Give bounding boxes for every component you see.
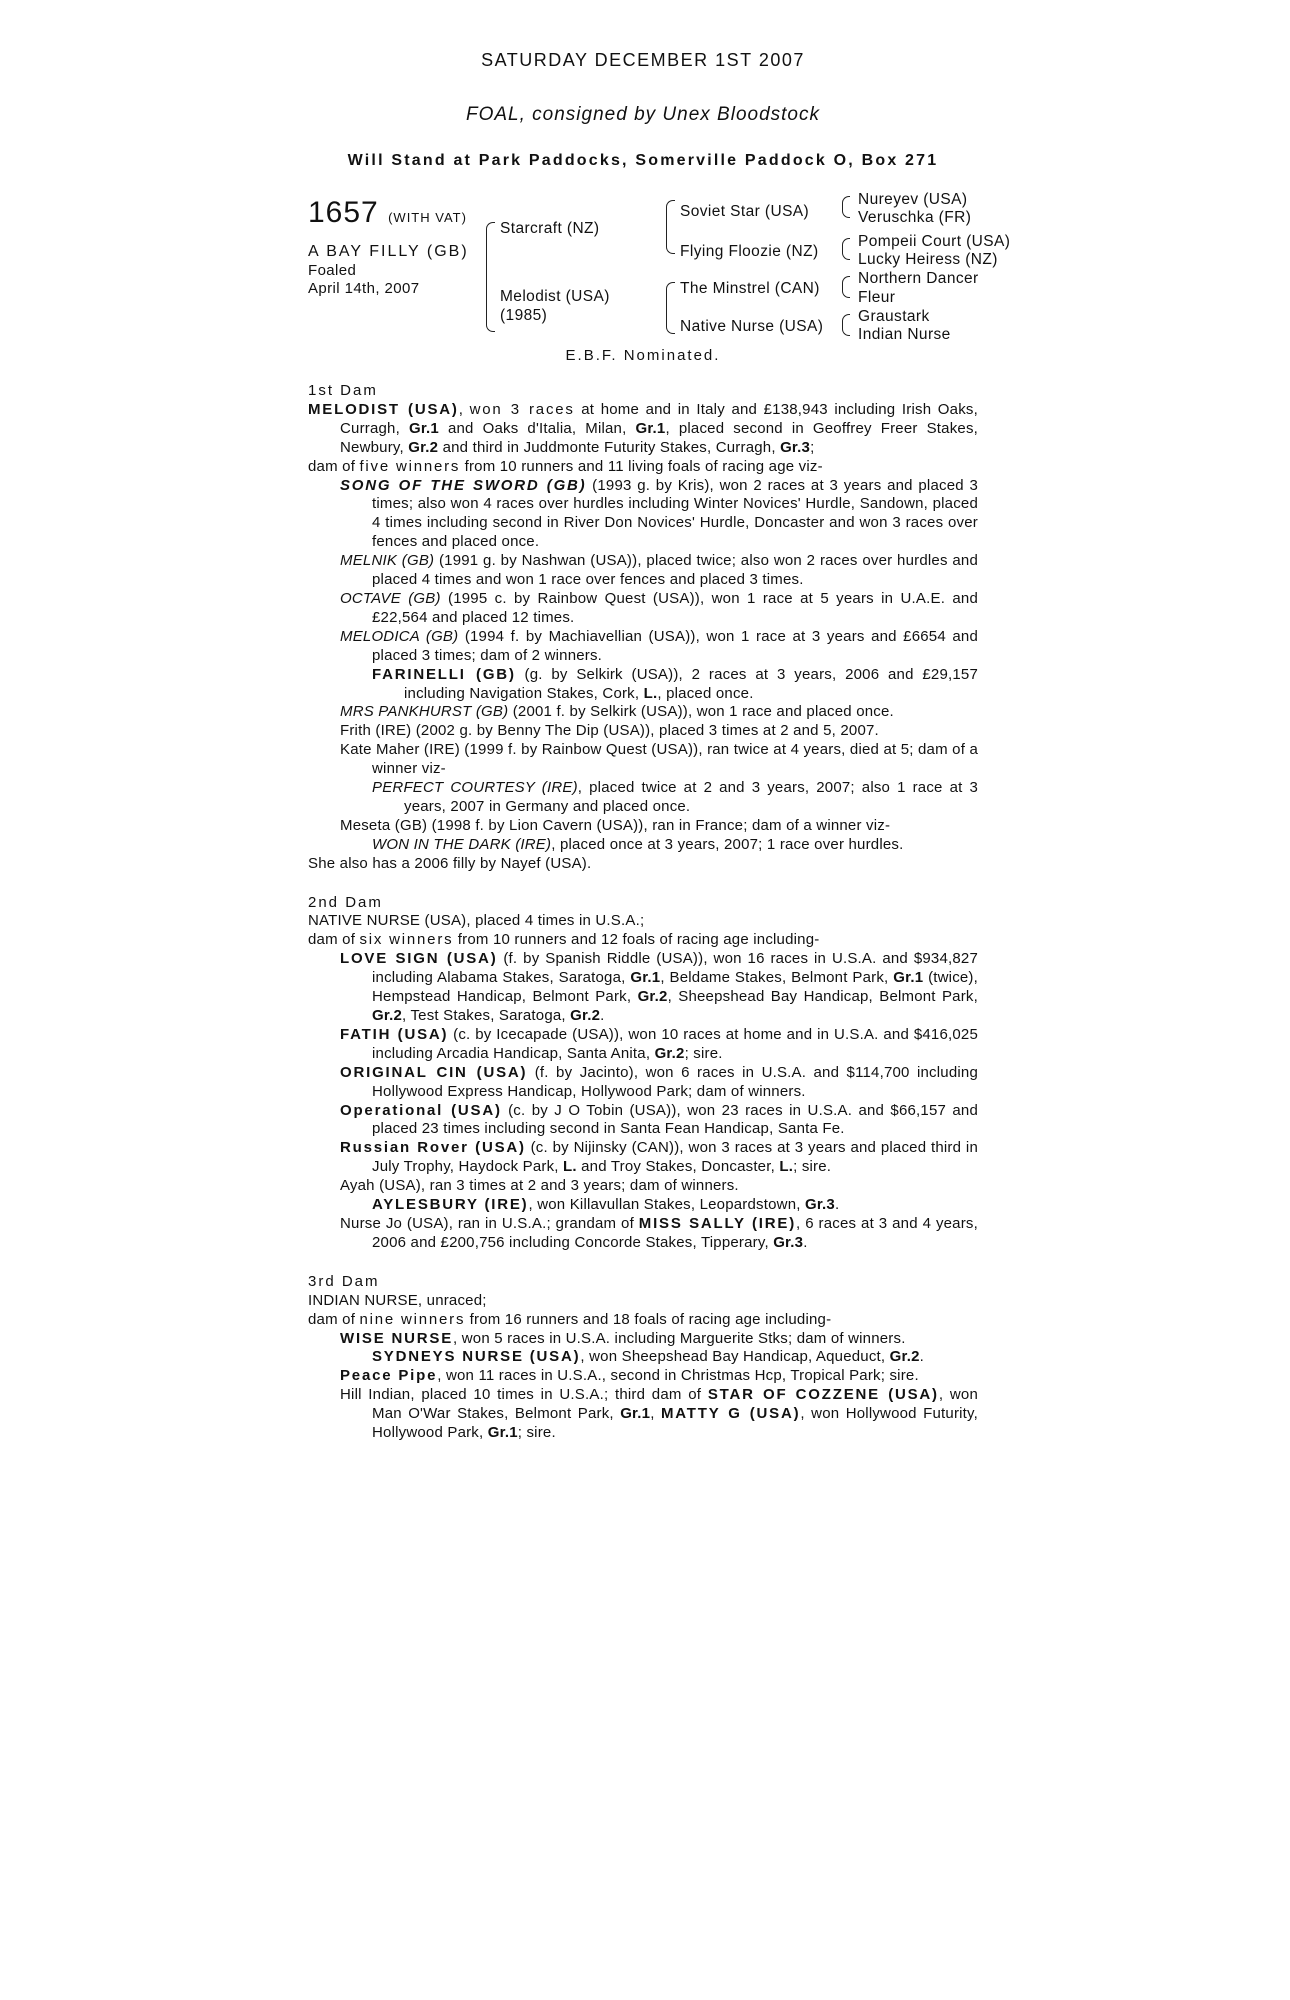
stand-location: Will Stand at Park Paddocks, Somerville Paddock O, Box 271 — [347, 152, 939, 169]
pedigree-g8: Indian Nurse — [858, 326, 951, 343]
produce-mrs-pankhurst: MRS PANKHURST (GB) (2001 f. by Selkirk (USA)), won 1 race and placed once. — [340, 703, 894, 721]
pedigree-g3: Pompeii Court (USA) — [858, 233, 1011, 250]
pedigree-sire: Starcraft (NZ) — [500, 220, 600, 237]
produce-frith: Frith (IRE) (2002 g. by Benny The Dip (USA)), placed 3 times at 2 and 5, 2007. — [340, 722, 879, 740]
produce-original-cin: ORIGINAL CIN (USA) (f. by Jacinto), won 6 races in U.S.A. and $114,700 including Hollywood Express Handicap, Hollywood Park; dam of winners. — [340, 1063, 978, 1100]
pedigree-brace-main — [486, 222, 495, 332]
produce-russian-rover: Russian Rover (USA) (c. by Nijinsky (CAN)), won 3 races at 3 years and placed third in July Trophy, Haydock Park, L. and Troy Stakes, Doncaster, L.; sire. — [340, 1139, 978, 1176]
lot-description: A BAY FILLY (GB) — [308, 243, 469, 260]
sale-date: SATURDAY DECEMBER 1ST 2007 — [481, 50, 805, 70]
produce-peace-pipe: Peace Pipe, won 11 races in U.S.A., second in Christmas Hcp, Tropical Park; sire. — [340, 1367, 919, 1385]
produce-fatih: FATIH (USA) (c. by Icecapade (USA)), won 10 races at home and in U.S.A. and $416,025 including Arcadia Handicap, Santa Anita, Gr.2; sire. — [340, 1025, 978, 1062]
foaled-date: April 14th, 2007 — [308, 280, 420, 297]
produce-aylesbury: AYLESBURY (IRE), won Killavullan Stakes, Leopardstown, Gr.3. — [372, 1196, 840, 1214]
ebf-note: E.B.F. Nominated. — [565, 347, 721, 364]
produce-hill-indian: Hill Indian, placed 10 times in U.S.A.; third dam of STAR OF COZZENE (USA), won Man O'War Stakes, Belmont Park, Gr.1, MATTY G (USA), won Hollywood Futurity, Hollywood Park, Gr.1; sire. — [340, 1386, 978, 1442]
third-dam-heading: 3rd Dam — [308, 1272, 380, 1290]
pedigree-brace-g34 — [842, 238, 850, 260]
second-dam-produce-summary: dam of six winners from 10 runners and 12 foals of racing age including- — [308, 931, 820, 949]
second-dam-record: NATIVE NURSE (USA), placed 4 times in U.S.A.; — [308, 912, 645, 930]
pedigree-dam-dam: Native Nurse (USA) — [680, 318, 824, 335]
lot-number-line — [308, 196, 467, 230]
produce-ayah: Ayah (USA), ran 3 times at 2 and 3 years; dam of winners. — [340, 1177, 739, 1195]
pedigree-sire-sire: Soviet Star (USA) — [680, 203, 810, 220]
consignor-line: FOAL, consigned by Unex Bloodstock — [465, 104, 820, 125]
produce-meseta: Meseta (GB) (1998 f. by Lion Cavern (USA)), ran in France; dam of a winner viz- — [340, 816, 891, 834]
third-dam-record: INDIAN NURSE, unraced; — [308, 1291, 487, 1309]
pedigree-brace-g78 — [842, 314, 850, 336]
pedigree-brace-g12 — [842, 196, 850, 218]
second-dam-heading: 2nd Dam — [308, 893, 383, 911]
third-dam-produce-summary: dam of nine winners from 16 runners and 18 foals of racing age including- — [308, 1310, 832, 1328]
produce-won-in-the-dark: WON IN THE DARK (IRE), placed once at 3 years, 2007; 1 race over hurdles. — [372, 835, 904, 853]
produce-song-of-the-sword: SONG OF THE SWORD (GB) (1993 g. by Kris), won 2 races at 3 years and placed 3 times; also won 4 races over hurdles including Winter Novices' Hurdle, Sandown, placed 4 times including second in River Don Novices' Hurdle, Doncaster and won 3 races over fences and placed once. — [340, 476, 978, 551]
produce-melnik: MELNIK (GB) (1991 g. by Nashwan (USA)), placed twice; also won 2 races over hurdles and placed 4 times and won 1 race over fences and placed 3 times. — [340, 552, 978, 589]
pedigree-g4: Lucky Heiress (NZ) — [858, 251, 998, 268]
pedigree-dam: Melodist (USA) — [500, 288, 610, 305]
pedigree-g6: Fleur — [858, 289, 896, 306]
first-dam-produce-summary: dam of five winners from 10 runners and 11 living foals of racing age viz- — [308, 457, 823, 475]
pedigree-dam-year: (1985) — [500, 307, 548, 324]
produce-perfect-courtesy: PERFECT COURTESY (IRE), placed twice at 2 and 3 years, 2007; also 1 race at 3 years, 2007 in Germany and placed once. — [372, 779, 979, 815]
lot-number: 1657 — [308, 196, 379, 229]
foaled-label: Foaled — [308, 262, 357, 279]
produce-love-sign: LOVE SIGN (USA) (f. by Spanish Riddle (USA)), won 16 races in U.S.A. and $934,827 including Alabama Stakes, Saratoga, Gr.1, Beldame Stakes, Belmont Park, Gr.1 (twice), Hempstead Handicap, Belmont Park, Gr.2, Sheepshead Bay Handicap, Belmont Park, Gr.2, Test Stakes, Saratoga, Gr.2. — [340, 950, 978, 1024]
catalogue-notes — [308, 382, 978, 1443]
first-dam-heading: 1st Dam — [308, 382, 378, 399]
produce-kate-maher: Kate Maher (IRE) (1999 f. by Rainbow Quest (USA)), ran twice at 4 years, died at 5; dam of a winner viz- — [340, 741, 978, 778]
produce-octave: OCTAVE (GB) (1995 c. by Rainbow Quest (USA)), won 1 race at 5 years in U.A.E. and £22,564 and placed 12 times. — [340, 589, 978, 626]
produce-melodica: MELODICA (GB) (1994 f. by Machiavellian (USA)), won 1 race at 3 years and £6654 and placed 3 times; dam of 2 winners. — [340, 627, 978, 664]
first-dam-record: MELODIST (USA), won 3 races at home and in Italy and £138,943 including Irish Oaks, Curragh, Gr.1 and Oaks d'Italia, Milan, Gr.1, placed second in Geoffrey Freer Stakes, Newbury, Gr.2 and third in Juddmonte Futurity Stakes, Curragh, Gr.3; — [308, 400, 979, 456]
produce-nurse-jo: Nurse Jo (USA), ran in U.S.A.; grandam of MISS SALLY (IRE), 6 races at 3 and 4 years, 2006 and £200,756 including Concorde Stakes, Tipperary, Gr.3. — [340, 1214, 978, 1251]
pedigree-brace-dam — [666, 282, 675, 334]
produce-farinelli: FARINELLI (GB) (g. by Selkirk (USA)), 2 races at 3 years, 2006 and £29,157 including Navigation Stakes, Cork, L., placed once. — [372, 665, 979, 702]
pedigree-dam-sire: The Minstrel (CAN) — [680, 280, 820, 297]
pedigree-g1: Nureyev (USA) — [858, 191, 968, 208]
produce-wise-nurse: WISE NURSE, won 5 races in U.S.A. including Marguerite Stks; dam of winners. — [340, 1329, 906, 1347]
pedigree-g7: Graustark — [858, 308, 930, 325]
first-dam-footnote: She also has a 2006 filly by Nayef (USA). — [308, 854, 592, 872]
vat-note: (WITH VAT) — [388, 210, 467, 225]
pedigree-g2: Veruschka (FR) — [858, 209, 972, 226]
pedigree-g5: Northern Dancer — [858, 270, 979, 287]
produce-operational: Operational (USA) (c. by J O Tobin (USA)), won 23 races in U.S.A. and $66,157 and placed 23 times including second in Santa Fean Handicap, Santa Fe. — [340, 1101, 979, 1138]
produce-sydneys-nurse: SYDNEYS NURSE (USA), won Sheepshead Bay Handicap, Aqueduct, Gr.2. — [372, 1348, 925, 1366]
pedigree-brace-sire — [666, 200, 675, 254]
pedigree-brace-g56 — [842, 276, 850, 298]
pedigree-sire-dam: Flying Floozie (NZ) — [680, 243, 819, 260]
